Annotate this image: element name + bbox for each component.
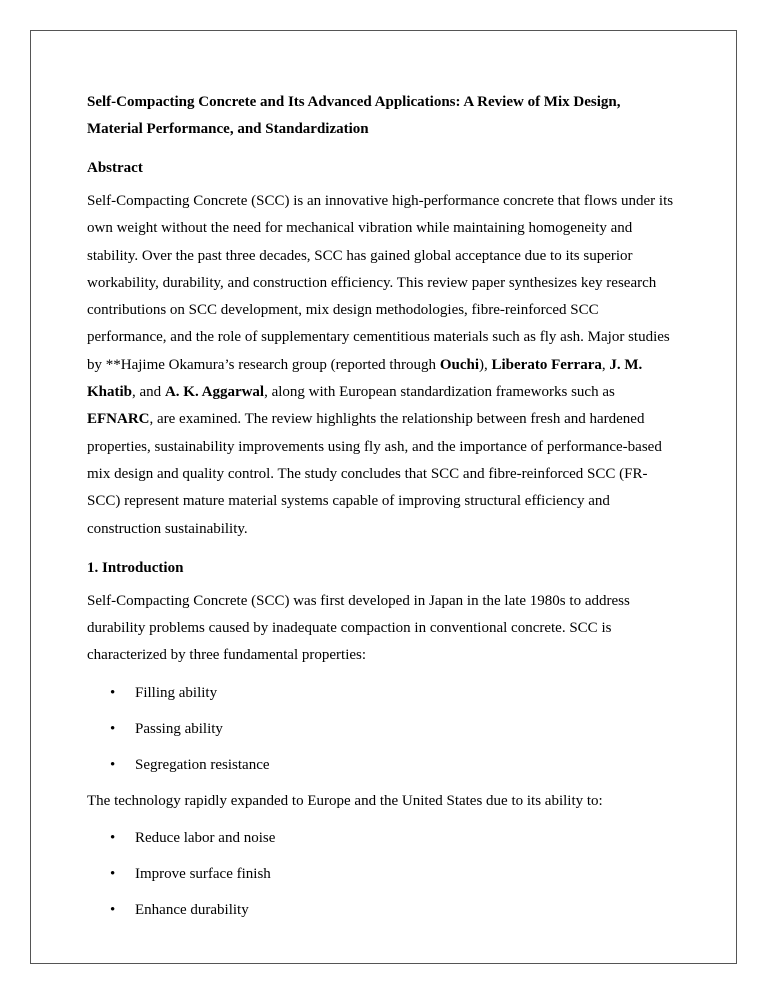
list-item: • Improve surface finish	[87, 863, 678, 885]
paper-title: Self-Compacting Concrete and Its Advanced Applications: A Review of Mix Design, Material Performance, and Standardization	[87, 94, 621, 137]
bullet-icon: •	[110, 756, 116, 773]
scc-benefits-list	[87, 827, 678, 921]
abstract-heading: Abstract	[87, 160, 143, 176]
abstract-text-6: , are examined. The review highlights the relationship between fresh and hardened properties, sustainability improvements using fly ash, and the importance of performance-based mix design and quality control. The study concludes that SCC and fibre-reinforced SCC (FR-SCC) represent mature material systems capable of improving structural efficiency and construction sustainability.	[87, 411, 662, 537]
abstract-paragraph	[87, 188, 678, 543]
bullet-icon: •	[110, 866, 116, 883]
introduction-paragraph-2: The technology rapidly expanded to Europe and the United States due to its ability to:	[87, 792, 603, 809]
list-item: • Reduce labor and noise	[87, 827, 678, 849]
abstract-text-3: ,	[601, 356, 610, 373]
author-ferrara: Liberato Ferrara	[491, 356, 602, 373]
list-item: • Segregation resistance	[87, 754, 678, 776]
introduction-heading: 1. Introduction	[87, 559, 184, 576]
introduction-paragraph-1: Self-Compacting Concrete (SCC) was first developed in Japan in the late 1980s to address durability problems caused by inadequate compaction in conventional concrete. SCC is characterized by three fundamental properties:	[87, 592, 630, 664]
abstract-text-4: , and	[132, 384, 165, 401]
author-khatib: J. M. Khatib	[87, 356, 643, 401]
bullet-icon: •	[110, 684, 116, 701]
bullet-icon: •	[110, 830, 116, 847]
author-aggarwal: A. K. Aggarwal	[164, 384, 265, 401]
list-item: • Passing ability	[87, 718, 678, 740]
abstract-text-5: , along with European standardization frameworks such as	[264, 384, 615, 401]
efnarc-reference: EFNARC	[87, 411, 150, 428]
scc-properties-list	[87, 682, 678, 776]
bullet-icon: •	[110, 902, 116, 919]
list-item: • Filling ability	[87, 682, 678, 704]
document-body	[87, 89, 678, 921]
abstract-text-2: ),	[479, 356, 492, 373]
abstract-text-1: Self-Compacting Concrete (SCC) is an innovative high-performance concrete that flows under its own weight without the need for mechanical vibration while maintaining homogeneity and stability. Over the past three decades, SCC has gained global acceptance due to its superior workability, durability, and construction efficiency. This review paper synthesizes key research contributions on SCC development, mix design methodologies, fibre-reinforced SCC performance, and the role of supplementary cementitious materials such as fly ash. Major studies by **Hajime Okamura’s research group (reported through	[87, 193, 674, 373]
author-ouchi: Ouchi	[439, 356, 479, 373]
list-item: • Enhance durability	[87, 899, 678, 921]
bullet-icon: •	[110, 720, 116, 737]
